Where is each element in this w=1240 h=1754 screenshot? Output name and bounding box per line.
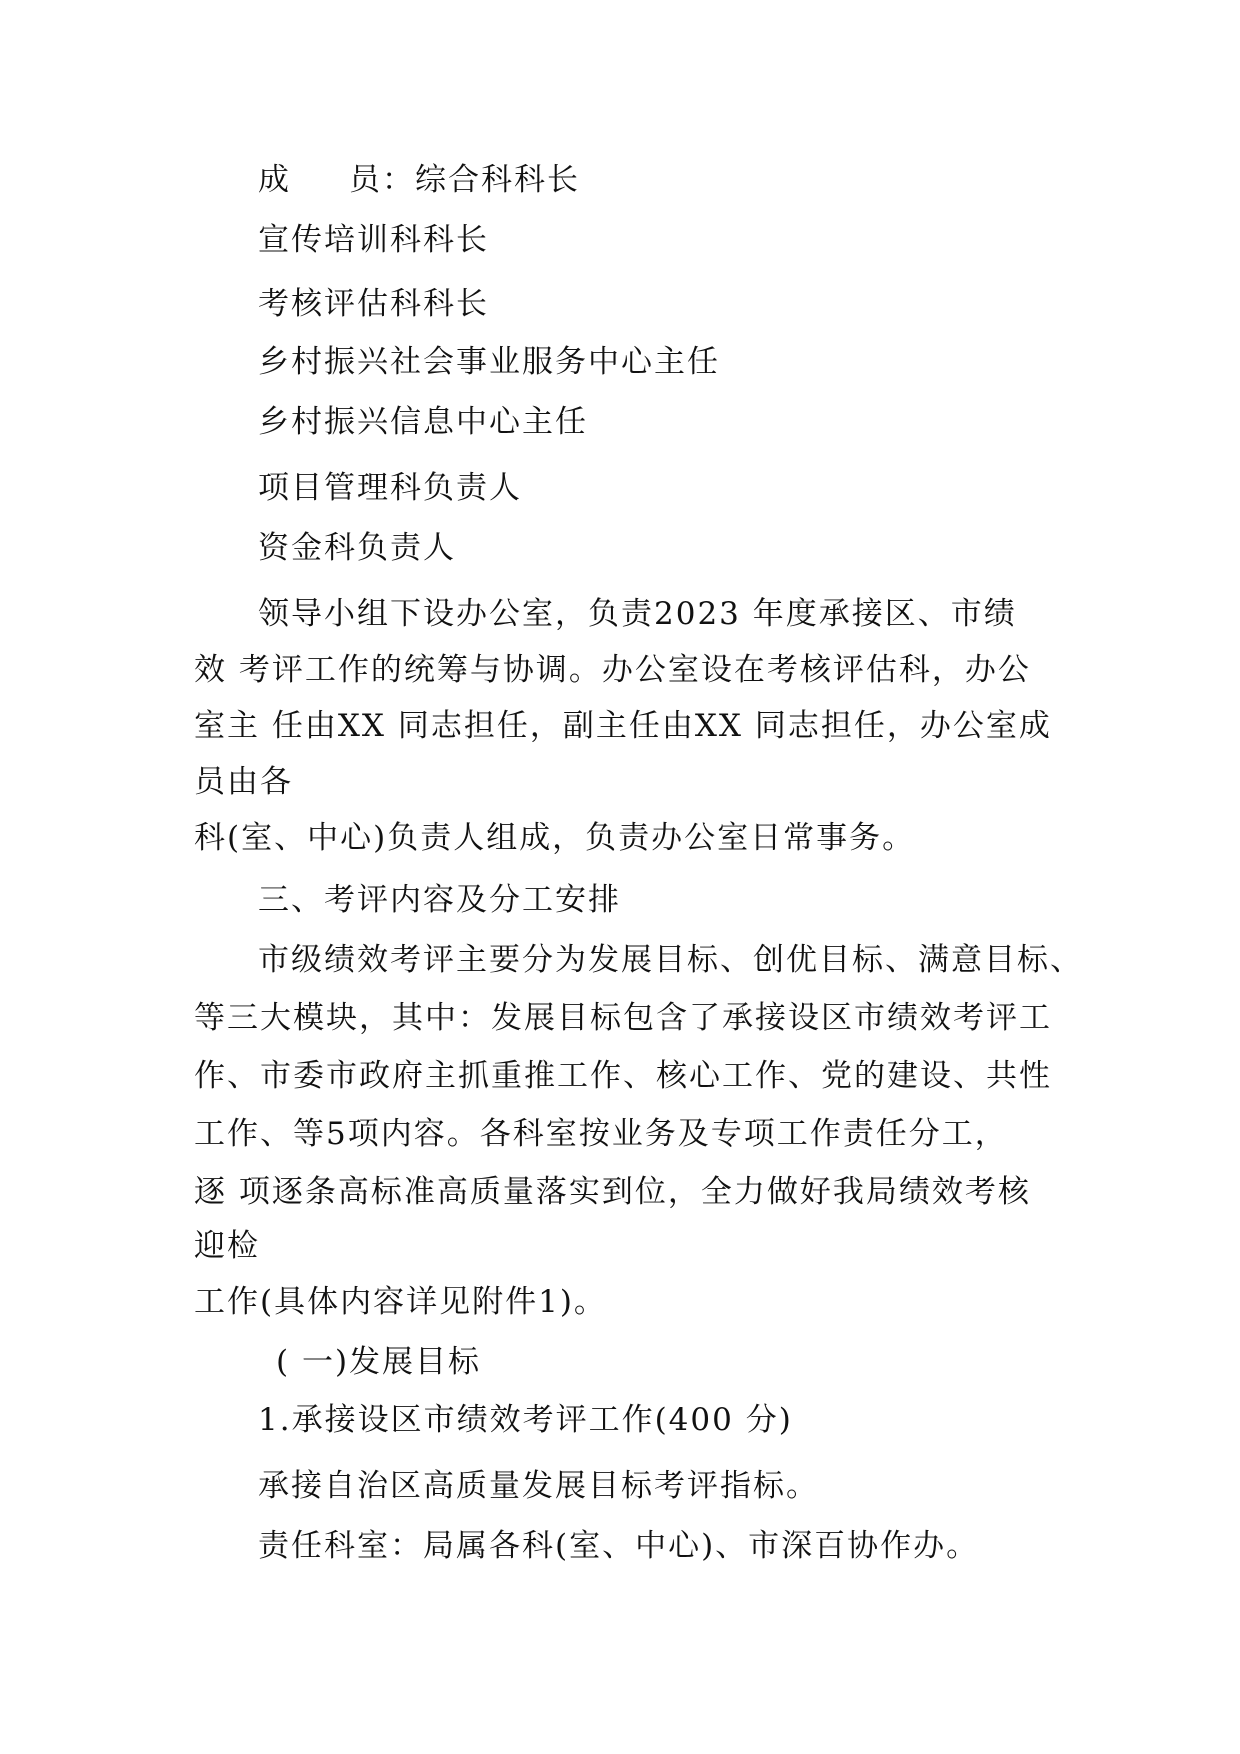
content-paragraph-line: 工作、等5项内容。各科室按业务及专项工作责任分工， [194, 1116, 1008, 1152]
office-paragraph-line: 室主 任由XX 同志担任，副主任由XX 同志担任，办公室成 [194, 708, 1052, 744]
member-item: 乡村振兴社会事业服务中心主任 [258, 344, 720, 380]
content-paragraph-line: 逐 项逐条高标准高质量落实到位，全力做好我局绩效考核 [194, 1174, 1031, 1210]
content-paragraph-line: 迎检 [194, 1228, 260, 1264]
subsection-heading: ( 一)发展目标 [276, 1344, 482, 1380]
members-line [258, 160, 580, 200]
office-paragraph-line: 员由各 [194, 764, 293, 800]
member-item: 宣传培训科科长 [258, 222, 489, 258]
section-heading: 三、考评内容及分工安排 [258, 882, 621, 918]
members-first: 员：综合科科长 [349, 162, 580, 198]
content-paragraph-line: 工作(具体内容详见附件1)。 [194, 1284, 607, 1320]
item-heading: 1.承接设区市绩效考评工作(400 分) [258, 1402, 793, 1438]
item-description: 承接自治区高质量发展目标考评指标。 [258, 1468, 819, 1504]
content-paragraph-line: 市级绩效考评主要分为发展目标、创优目标、满意目标、 [258, 942, 1083, 978]
office-paragraph-line: 科(室、中心)负责人组成，负责办公室日常事务。 [194, 820, 916, 856]
content-paragraph-line: 等三大模块，其中：发展目标包含了承接设区市绩效考评工 [194, 1000, 1052, 1036]
member-item: 考核评估科科长 [258, 286, 489, 322]
members-label: 成 [258, 162, 291, 198]
content-paragraph-line: 作、市委市政府主抓重推工作、核心工作、党的建设、共性 [194, 1058, 1052, 1094]
office-paragraph-line: 效 考评工作的统筹与协调。办公室设在考核评估科，办公 [194, 652, 1031, 688]
office-paragraph-line: 领导小组下设办公室，负责2023 年度承接区、市绩 [258, 596, 1017, 632]
member-item: 资金科负责人 [258, 530, 456, 566]
member-item: 乡村振兴信息中心主任 [258, 404, 588, 440]
responsible-office: 责任科室：局属各科(室、中心)、市深百协作办。 [258, 1528, 980, 1564]
member-item: 项目管理科负责人 [258, 470, 522, 506]
